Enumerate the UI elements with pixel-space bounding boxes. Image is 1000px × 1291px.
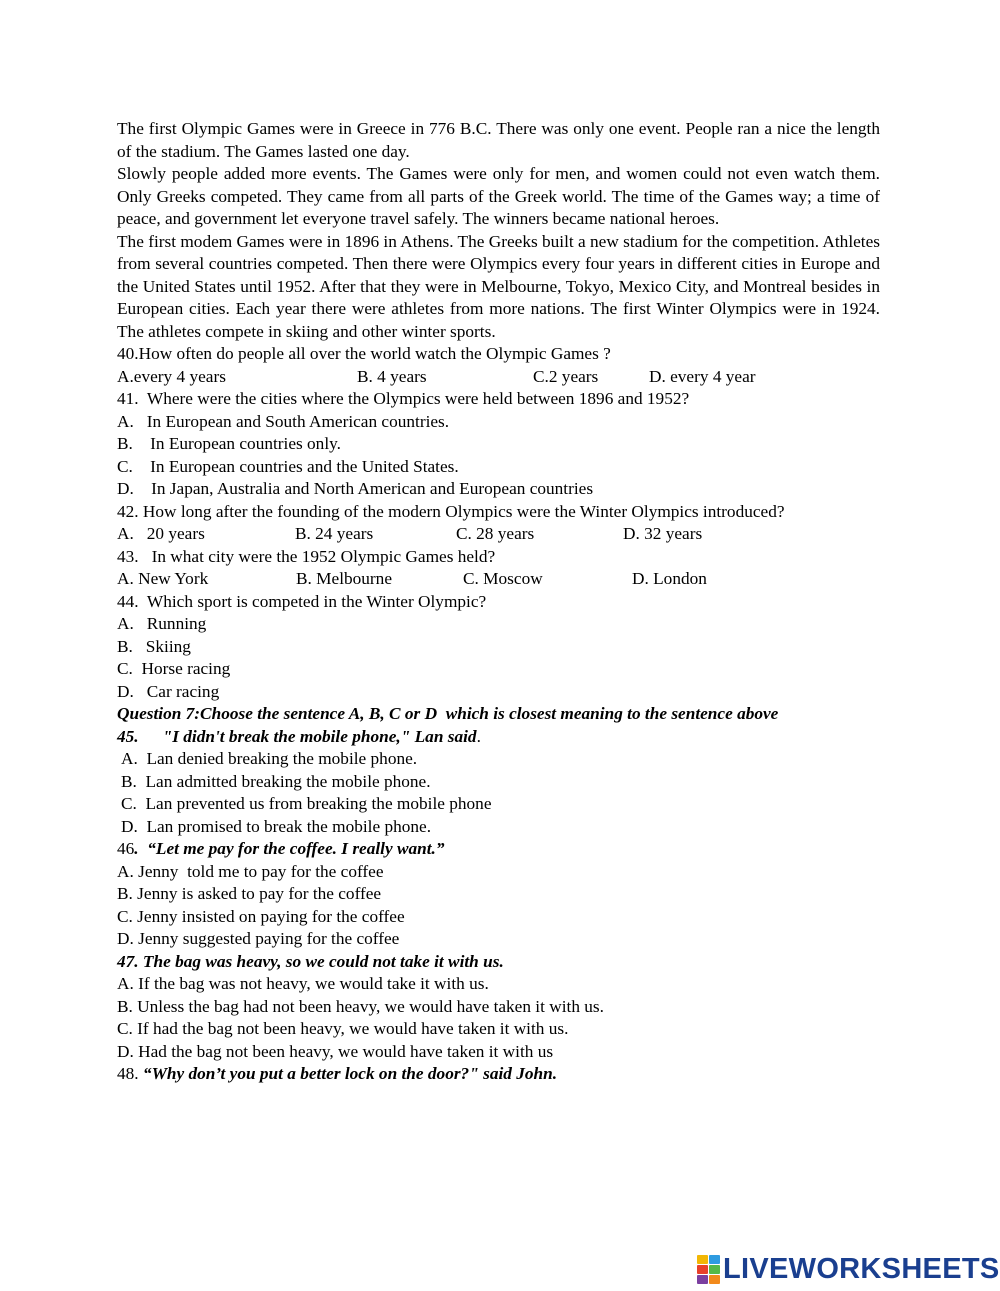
passage-paragraph-2: Slowly people added more events. The Games were only for men, and women could not even watch them. Only Greeks competed. They came from all parts of the Greek world. The time of the Games way; a time of peace, and government let everyone travel safely. The winners became national heroes.	[117, 164, 880, 228]
question-42-options	[117, 523, 880, 546]
logo-mark-tile	[709, 1255, 720, 1264]
q41-option-d[interactable]: D. In Japan, Australia and North American and European countries	[117, 479, 594, 498]
logo-mark-tile	[697, 1275, 708, 1284]
passage-paragraph-1: The first Olympic Games were in Greece in 776 B.C. There was only one event. People ran a nice the length of the stadium. The Games lasted one day.	[117, 119, 880, 161]
logo-mark-tile	[697, 1255, 708, 1264]
q45-prompt: "I didn't break the mobile phone," Lan said	[162, 726, 477, 746]
q40-option-a[interactable]: A.every 4 years	[117, 366, 226, 386]
q44-option-b[interactable]: B. Skiing	[117, 636, 191, 656]
passage-paragraph-3: The first modem Games were in 1896 in Athens. The Greeks built a new stadium for the competition. Athletes from several countries competed. Then there were Olympics every four years in different cities in Europe and the United States until 1952. After that they were in Melbourne, Tokyo, Mexico City, and Montreal besides in European cities. Each year there were athletes from more nations. The first Winter Olympics were in 1924. The athletes compete in skiing and other winter sports.	[117, 231, 880, 341]
q41-option-b[interactable]: B. In European countries only.	[117, 434, 341, 453]
question-43: 43. In what city were the 1952 Olympic Games held?	[117, 546, 496, 566]
q45-end: .	[476, 726, 481, 746]
q47-option-b[interactable]: B. Unless the bag had not been heavy, we would have taken it with us.	[117, 996, 604, 1016]
question-48	[117, 1063, 880, 1086]
logo-text: LIVEWORKSHEETS	[723, 1252, 1000, 1285]
q43-option-d[interactable]: D. London	[632, 569, 707, 588]
logo-mark-tile	[709, 1265, 720, 1274]
question-40: 40.How often do people all over the world watch the Olympic Games ?	[117, 344, 611, 363]
q44-option-a[interactable]: A. Running	[117, 614, 207, 633]
q42-option-c[interactable]: C. 28 years	[456, 524, 535, 543]
q46-option-d[interactable]: D. Jenny suggested paying for the coffee	[117, 929, 400, 948]
q43-option-a[interactable]: A. New York	[117, 569, 209, 588]
q40-option-b[interactable]: B. 4 years	[357, 366, 427, 386]
q43-option-b[interactable]: B. Melbourne	[296, 569, 392, 588]
q46-number: 46	[117, 839, 135, 858]
q46-prompt: . “Let me pay for the coffee. I really want.”	[134, 839, 445, 858]
question-42: 42. How long after the founding of the modern Olympics were the Winter Olympics introduced?	[117, 501, 785, 521]
question-47: 47. The bag was heavy, so we could not take it with us.	[117, 951, 504, 971]
question-44: 44. Which sport is competed in the Winter Olympic?	[117, 591, 487, 611]
logo-mark-icon	[697, 1255, 720, 1284]
q42-option-a[interactable]: A. 20 years	[117, 524, 205, 543]
q48-prompt: “Why don’t you put a better lock on the door?" said John.	[142, 1064, 558, 1083]
q48-number: 48.	[117, 1064, 143, 1083]
q44-option-d[interactable]: D. Car racing	[117, 681, 220, 701]
liveworksheets-logo[interactable]	[697, 1254, 1000, 1284]
section-7-heading: Question 7:Choose the sentence A, B, C or D which is closest meaning to the sentence above	[117, 704, 779, 723]
question-41: 41. Where were the cities where the Olympics were held between 1896 and 1952?	[117, 389, 690, 408]
q40-option-d[interactable]: D. every 4 year	[649, 366, 756, 386]
q45-option-b[interactable]: B. Lan admitted breaking the mobile phone.	[121, 771, 431, 791]
q41-option-c[interactable]: C. In European countries and the United States.	[117, 456, 459, 476]
question-46	[117, 838, 880, 861]
q46-option-b[interactable]: B. Jenny is asked to pay for the coffee	[117, 884, 382, 903]
q40-option-c[interactable]: C.2 years	[533, 366, 599, 386]
q45-number: 45.	[117, 726, 139, 746]
q46-option-a[interactable]: A. Jenny told me to pay for the coffee	[117, 861, 384, 881]
q45-option-c[interactable]: C. Lan prevented us from breaking the mobile phone	[121, 794, 492, 813]
q47-option-d[interactable]: D. Had the bag not been heavy, we would have taken it with us	[117, 1041, 554, 1061]
logo-mark-tile	[697, 1265, 708, 1274]
q45-option-a[interactable]: A. Lan denied breaking the mobile phone.	[121, 749, 418, 768]
q45-option-d[interactable]: D. Lan promised to break the mobile phone.	[121, 816, 432, 836]
q47-option-c[interactable]: C. If had the bag not been heavy, we would have taken it with us.	[117, 1019, 569, 1038]
logo-mark-tile	[709, 1275, 720, 1284]
question-45	[117, 726, 880, 749]
q43-option-c[interactable]: C. Moscow	[463, 569, 543, 588]
q42-option-b[interactable]: B. 24 years	[295, 524, 374, 543]
q41-option-a[interactable]: A. In European and South American countries.	[117, 411, 450, 431]
q47-option-a[interactable]: A. If the bag was not heavy, we would take it with us.	[117, 974, 489, 993]
question-43-options	[117, 568, 880, 591]
q46-option-c[interactable]: C. Jenny insisted on paying for the coffee	[117, 906, 405, 926]
q42-option-d[interactable]: D. 32 years	[623, 524, 703, 543]
question-40-options	[117, 366, 880, 389]
worksheet-page	[117, 118, 880, 1086]
q44-option-c[interactable]: C. Horse racing	[117, 659, 231, 678]
